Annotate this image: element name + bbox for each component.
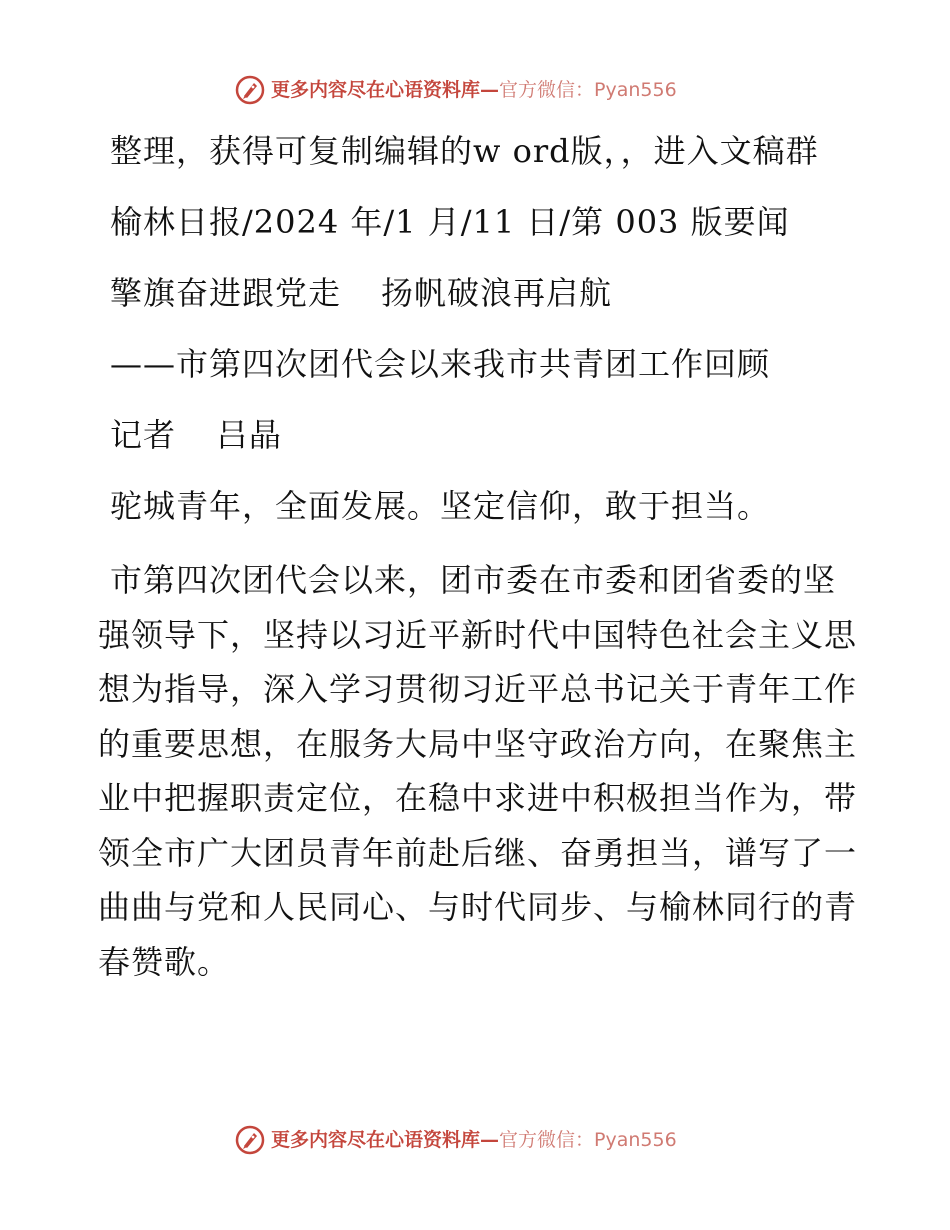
banner-dash: — <box>480 79 500 101</box>
pen-nib-logo-icon <box>235 75 265 105</box>
article-title <box>98 269 858 317</box>
pen-nib-logo-icon <box>235 1125 265 1155</box>
header-banner <box>235 73 755 107</box>
reporter-name: 吕晶 <box>216 416 283 454</box>
banner-brand: 更多内容尽在心语资料库 <box>271 1129 481 1151</box>
banner-brand: 更多内容尽在心语资料库 <box>271 79 481 101</box>
body-text: 市第四次团代会以来，团市委在市委和团省委的坚强领导下，坚持以习近平新时代中国特色社会主义思想为指导，深入学习贯彻习近平总书记关于青年工作的重要思想，在服务大局中坚守政治方向，在聚焦主业中把握职责定位，在稳中求进中积极担当作为，带领全市广大团员青年前赴后继、奋勇担当，谱写了一曲曲与党和人民同心、与时代同步、与榆林同行的青春赞歌。 <box>98 561 858 981</box>
source-line: 榆林日报/2024 年/1 月/11 日/第 003 版要闻 <box>110 203 790 241</box>
lead-paragraph: 驼城青年，全面发展。坚定信仰，敢于担当。 <box>110 487 771 525</box>
banner-text <box>271 75 677 105</box>
banner-wechat: 官方微信：Pyan556 <box>499 79 677 101</box>
intro-paragraph: 整理，获得可复制编辑的w ord版，，进入文稿群 <box>110 132 819 170</box>
article-subtitle: ——市第四次团代会以来我市共青团工作回顾 <box>110 345 771 383</box>
banner-dash: — <box>480 1129 500 1151</box>
reporter-label: 记者 <box>110 416 177 454</box>
banner-wechat: 官方微信：Pyan556 <box>499 1129 677 1151</box>
title-part-1: 擎旗奋进跟党走 <box>110 274 342 312</box>
title-part-2: 扬帆破浪再启航 <box>381 274 613 312</box>
footer-banner <box>235 1123 755 1157</box>
document-body <box>98 122 858 989</box>
banner-text <box>271 1125 677 1155</box>
reporter-line <box>98 411 858 459</box>
body-paragraph <box>98 553 858 989</box>
